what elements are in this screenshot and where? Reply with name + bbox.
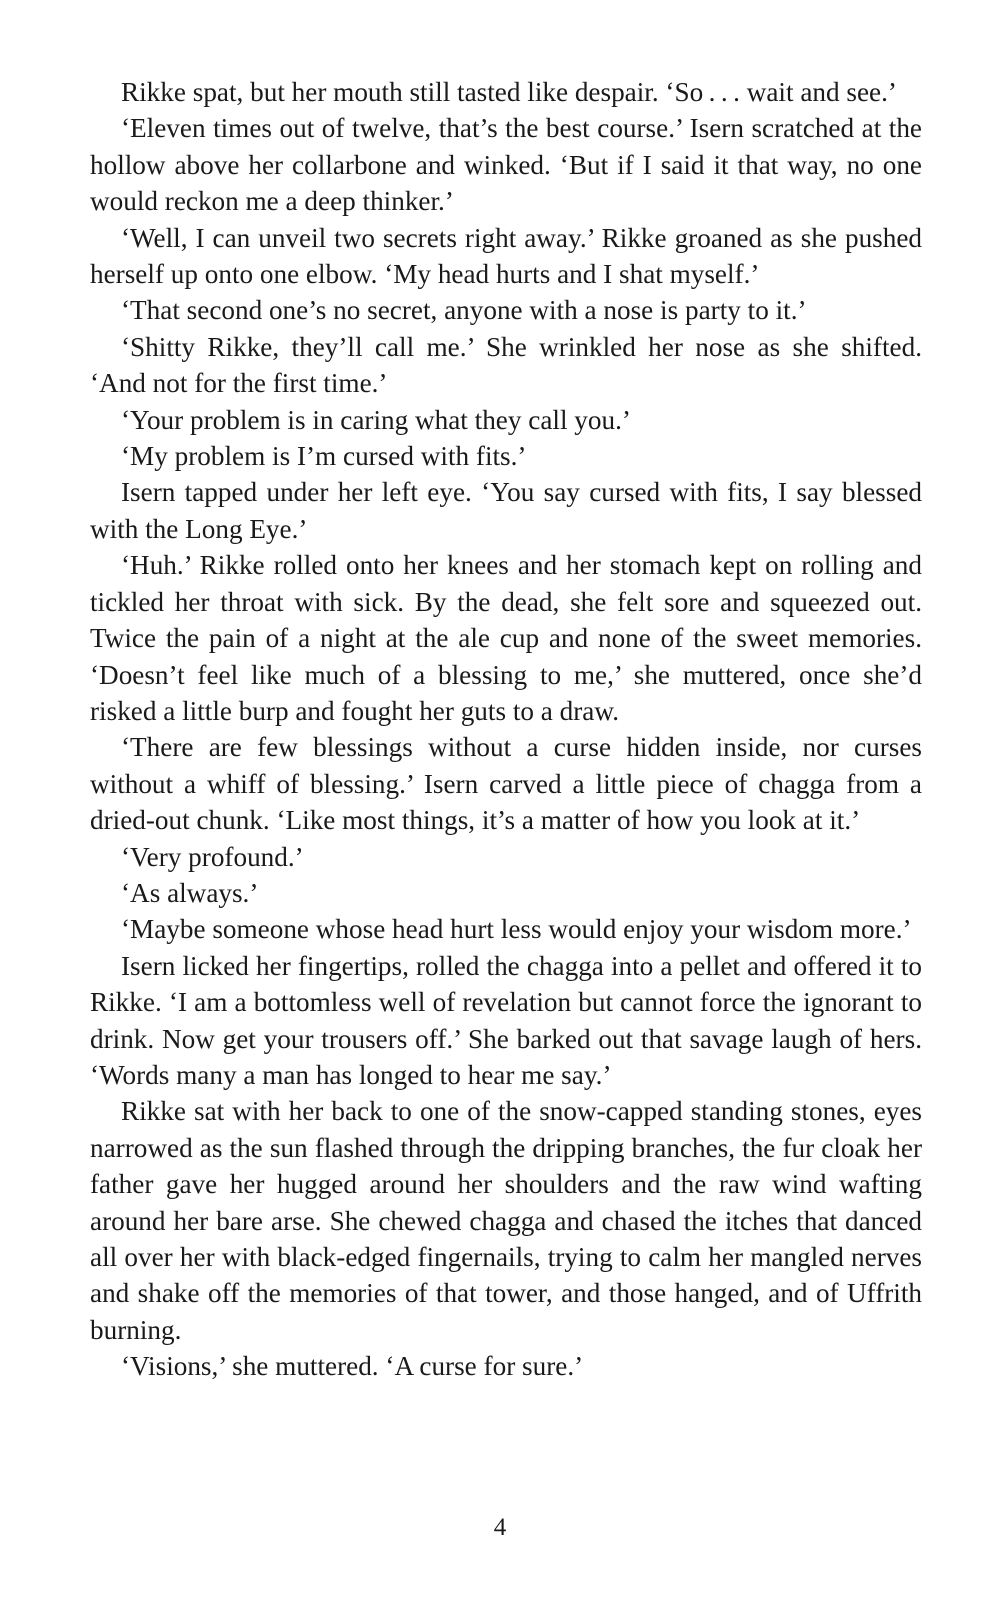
paragraph: ‘Visions,’ she muttered. ‘A curse for sure.’ (121, 1351, 584, 1382)
paragraph: ‘That second one’s no secret, anyone with a nose is party to it.’ (121, 295, 807, 326)
paragraph: ‘My problem is I’m cursed with fits.’ (121, 441, 527, 472)
paragraph: Rikke spat, but her mouth still tasted like despair. ‘So . . . wait and see.’ (121, 77, 897, 107)
paragraph: ‘Very profound.’ (121, 841, 304, 872)
paragraph: ‘Maybe someone whose head hurt less would enjoy your wisdom more.’ (121, 914, 912, 945)
paragraph: ‘There are few blessings without a curse hidden inside, nor curses without a whiff of blessing.’ Isern carved a little piece of chagga from a dried-out chunk. ‘Like most things, it’s a matter of how you look at it.’ (90, 732, 922, 836)
paragraph: ‘As always.’ (121, 877, 259, 908)
paragraph: Isern tapped under her left eye. ‘You say cursed with fits, I say blessed with the Long Eye.’ (90, 477, 922, 544)
paragraph: ‘Huh.’ Rikke rolled onto her knees and her stomach kept on rolling and tickled her throat with sick. By the dead, she felt sore and squeezed out. Twice the pain of a night at the ale cup and none of the sweet memories. ‘Doesn’t feel like much of a blessing to me,’ she muttered, once she’d risked a little burp and fought her guts to a draw. (90, 550, 922, 726)
paragraph: ‘Well, I can unveil two secrets right away.’ Rikke groaned as she pushed herself up onto one elbow. ‘My head hurts and I shat myself.’ (90, 222, 922, 290)
paragraph: Isern licked her fingertips, rolled the chagga into a pellet and offered it to Rikke. ‘I am a bottomless well of revelation but cannot force the ignorant to drink. Now get your trousers off.’ She barked out that savage laugh of hers. ‘Words many a man has longed to hear me say.’ (90, 950, 922, 1090)
paragraph: ‘Your problem is in caring what they call you.’ (121, 404, 631, 435)
page-body (90, 74, 922, 1385)
paragraph: ‘Eleven times out of twelve, that’s the best course.’ Isern scratched at the hollow above her collarbone and winked. ‘But if I said it that way, no one would reckon me a deep thinker.’ (90, 113, 922, 217)
paragraph: ‘Shitty Rikke, they’ll call me.’ She wrinkled her nose as she shifted. ‘And not for the first time.’ (90, 331, 922, 399)
page-number: 4 (493, 1514, 507, 1541)
paragraph: Rikke sat with her back to one of the snow-capped standing stones, eyes narrowed as the sun flashed through the dripping branches, the fur cloak her father gave her hugged around her shoulders and the raw wind wafting around her bare arse. She chewed chagga and chased the itches that danced all over her with black-edged fingernails, trying to calm her mangled nerves and shake off the memories of that tower, and those hanged, and of Uffrith burning. (90, 1096, 922, 1345)
